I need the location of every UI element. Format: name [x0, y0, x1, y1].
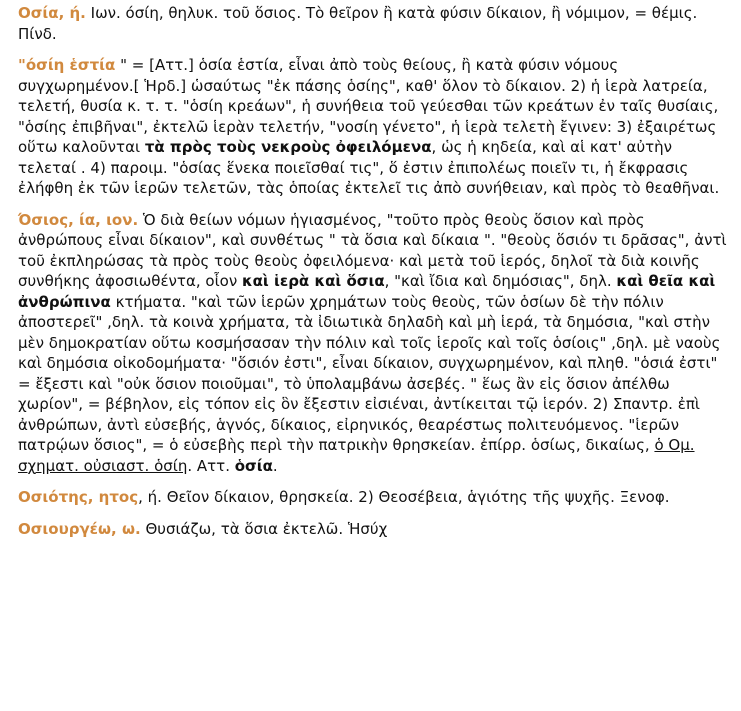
lemma-headword: Οσιουργέω, ω.	[18, 519, 141, 538]
entry-osiotes	[18, 487, 727, 508]
lemma-headword: "	[18, 56, 26, 74]
entry-osia	[18, 3, 727, 44]
entry-osie-estia	[18, 55, 727, 199]
definition-text: , "καὶ ἴδια καὶ δημόσιας", δηλ.	[384, 272, 617, 290]
bold-phrase: καὶ ἱερὰ καὶ ὅσια	[241, 272, 385, 290]
bold-phrase: ὁσία	[234, 456, 273, 475]
definition-text: .	[272, 456, 278, 475]
lemma-headword: Όσιος, ία, ιον.	[18, 210, 139, 229]
definition-text: Ὁ διὰ θείων νόμων ἡγιασμένος, "τοῦτο πρὸς θεοὺς ὅσιον καὶ πρὸς ἀνθρώπους εἶναι δίκαιον", καὶ συνθέτως " τὰ ὅσια καὶ δίκαια ". "θεοὺς ὅσιόν τι δρᾶσας", ἀντὶ τοῦ ἐκπληρώσας τὰ πρὸς τοὺς θεοὺς ὀφειλόμενα· καὶ μετὰ τοῦ ἱερός, δηλοῖ τὰ διὰ κοινῆς συνθήκης ἀφοσιωθέντα, οἷον	[18, 210, 727, 290]
definition-text: , ή. Θεῖον δίκαιον, θρησκεία. 2) Θεοσέβεια, ἁγιότης τῆς ψυχῆς. Ξενοφ.	[138, 488, 670, 506]
definition-text: κτήματα. "καὶ τῶν ἱερῶν χρημάτων τοὺς θεοὺς, τῶν ὁσίων δὲ τὴν πόλιν ἀποστερεῖ" ,δηλ. τὰ κοινὰ χρήματα, τὰ ἰδιωτικὰ δηλαδὴ καὶ μὴ ἱερά, τὰ δημόσια, "καὶ στὴν μὲν δημοκρατίαν οὕτω κοσμήσασαν τὴν πόλιν καὶ τοῖς ἱεροῖς καὶ τοῖς ὁσίοις" ,δηλ. μὲ ναοὺς καὶ δημόσια οἰκοδομήματα· "ὅσιόν ἐστι", εἶναι δίκαιον, συγχωρημένον, καὶ πληθ. "ὁσιά ἐστι" = ἔξεστι καὶ "οὐκ ὅσιον ποιοῦμαι", τὸ ὑπολαμβάνω ἀσεβές. " ἕως ἂν εἰς ὅσιον ἀπέλθω χωρίον", = βέβηλον, εἰς τόπον εἰς ὃν ἔξεστιν εἰσιέναι, ἀντίκειται τῷ ἱερόν. 2) Σπαντρ. ἐπὶ ἀνθρώπων, ἀντὶ εὐσεβής, ἁγνός, δίκαιος, εἰρηνικός, θεαρέστως πολιτευόμενος. "ἱερῶν πατρῴων ὅσιος", = ὁ εὐσεβὴς περὶ τὴν πατρικὴν θρησκείαν. ἐπίρρ. ὁσίως, δικαίως,	[18, 292, 721, 454]
definition-text: Θυσιάζω, τὰ ὅσια ἐκτελῶ. Ἡσύχ	[140, 519, 388, 538]
definition-text: " = [Αττ.] ὁσία ἑστία, εἶναι ἀπὸ τοὺς θείους, ἢ κατὰ φύσιν νόμους συγχωρημένον.[ Ἡρδ.] ὡσαύτως "ἐκ πάσης ὁσίης", καθ' ὅλον τὸ δίκαιον. 2) ἡ ἱερὰ λατρεία, τελετή, θυσία κ. τ. τ. "ὁσίη κρεάων", ἡ συνήθεια τοῦ γεύεσθαι τῶν κρεάτων ἐν ταῖς θυσίαις, "ὁσίης ἐπιβῆναι", ἐκτελῶ ἱερὰν τελετήν, "νοσίη γένετο", ἡ ἱερὰ τελετὴ ἔγινεν: 3) ἐξαιρέτως οὕτω καλοῦνται	[18, 56, 719, 156]
definition-text: Ιων. όσίη, θηλυκ. τοῦ ὅσιος. Τὸ θεῖρον ἢ κατὰ φύσιν δίκαιον, ἢ νόμιμον, = θέμις. Πίνδ.	[18, 4, 698, 43]
bold-phrase: καὶ θεῖα καὶ ἀνθρώπινα	[18, 272, 716, 311]
lemma-headword: Οσία, ή.	[18, 4, 86, 22]
bold-phrase: τὰ πρὸς τοὺς νεκροὺς ὀφειλόμενα	[144, 138, 432, 156]
entry-osiourgeo	[18, 519, 727, 540]
underlined-phrase: ὁ Ομ. σχηματ. οὐσιαστ. ὁσίη	[18, 436, 695, 475]
definition-text: , ὡς ἡ κηδεία, καὶ αἱ κατ' αὐτὴν τελεταί . 4) παροιμ. "ὁσίας ἕνεκα ποιεῖσθαί τις", ὅ ἐστιν ἐπιπολέως ποιεῖν τι, ἡ ἔκφρασις ἐλήφθη ἐκ τῶν ἱερῶν τελετῶν, τὰς ὁποίας ἐκτελεῖ τις ἀπὸ συνήθειαν, καὶ πρὸς τὸ θεαθῆναι.	[18, 138, 720, 197]
entry-osios	[18, 210, 727, 477]
lemma-headword: όσίη ἑστία	[25, 56, 116, 74]
lemma-headword: Οσιότης, ητος	[18, 488, 139, 506]
definition-text: . Αττ.	[187, 456, 235, 475]
